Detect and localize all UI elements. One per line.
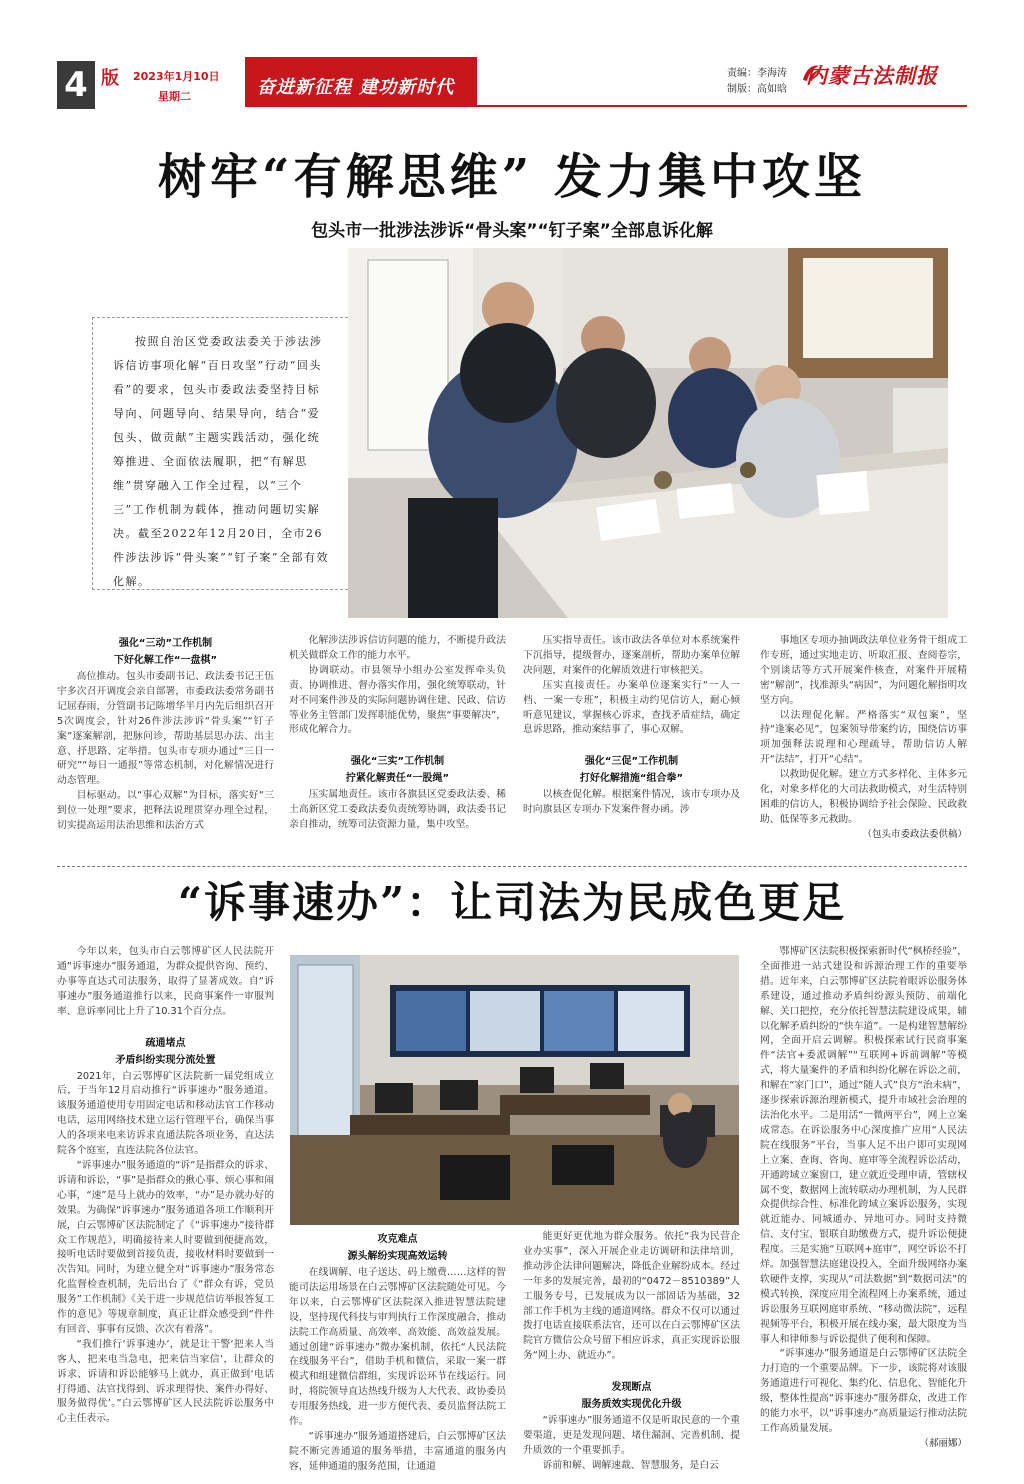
article1-column-2 (289, 634, 506, 856)
section-heading: 源头解纷实现高效运转 (347, 1251, 448, 1262)
paragraph: 2021年，白云鄂博矿区法院新一届党组成立后，于当年12月启动推行“诉事速办”服务通道。该服务通道使用专用固定电话和移动法官工作移动电话，运用网络技术建立运行管理平台，确保当事人的各项来电来访诉求直通法院各项业务，直达法院各个庭室，直连法院各位法官。 (57, 1070, 274, 1157)
meeting-photo (348, 248, 948, 618)
paragraph: 化解涉法涉诉信访问题的能力，不断提升政法机关做群众工作的能力水平。 (289, 635, 506, 661)
paragraph: 压实属地责任。该市各旗县区党委政法委、稀土高新区党工委政法委负责统筹协调，政法委书记亲自推动，统筹司法资源力量，集中攻坚。 (289, 789, 506, 831)
section-heading: 打好化解措施“组合拳” (579, 773, 684, 785)
paragraph: 以法理促化解。严格落实“双包案”，坚持“逢案必见”，包案领导带案约访，围绕信访事项加强释法说理和心理疏导，帮助信访人解开“法结”，打开“心结”。 (760, 709, 967, 766)
paragraph: 诉前和解、调解速裁、智慧服务，是白云 (542, 1459, 719, 1471)
paragraph: 高位推动。包头市委副书记、政法委书记王伍宇多次召开调度会亲自部署，市委政法委常务副书记屈春雨，分管副书记陈增华半月内先后组织召开5次调度会，针对26件涉法涉诉“骨头案”“钉子案”逐案解剖，把脉问诊，帮助基层思办法、出主意、抒思路、定举措。包头市专项办通过“三日一研究”“每日一通报”等常态机制，对化解情况进行动态管理。 (57, 671, 274, 787)
article1-credit: （包头市委政法委供稿） (862, 828, 967, 840)
article2-column-2 (289, 1230, 506, 1473)
article2-column-4 (760, 945, 967, 1473)
section-slogan: 奋进新征程 建功新时代 (245, 57, 477, 107)
article2-column-3 (523, 1230, 740, 1473)
editor-credit: 责编：李海涛 (727, 68, 787, 79)
article2-headline: “诉事速办”：让司法为民成色更足 (177, 878, 847, 927)
section-heading: 强化“三实”工作机制 (350, 756, 445, 768)
section-heading: 服务质效实现优化升级 (581, 1399, 682, 1411)
article1-column-4 (760, 634, 967, 856)
issue-date: 2023年1月10日 (133, 70, 220, 83)
header-rule (477, 105, 967, 107)
article1-headline: 树牢“有解思维” 发力集中攻坚 (158, 149, 866, 205)
paragraph: 压实直接责任。办案单位逐案实行“一人一档、一案一专班”，积极主动约见信访人，耐心倾听意见建议，掌握核心诉求，查找矛盾症结，确定息诉思路，推动案结事了，事心双解。 (523, 679, 740, 736)
article1-column-1 (57, 634, 274, 856)
paragraph: 以救助促化解。建立方式多样化、主体多元化，对象多样化的大司法救助模式，对生活特别困难的信访人，积极协调给予社会保险、民政救助、低保等多元救助。 (760, 769, 967, 825)
page-label: 版 (101, 68, 119, 89)
section-heading: 拧紧化解责任“一股绳” (345, 773, 450, 785)
service-center-photo (290, 955, 739, 1225)
paragraph: 压实指导责任。该市政法各单位对本系统案件下沉指导，提级督办，逐案剖析，帮助办案单位解决问题，对案件的化解质效进行审核把关。 (523, 635, 740, 676)
article2-column-1 (57, 945, 274, 1473)
paragraph: 目标驱动。以“事心双解”为目标，落实好“三到位一处理”要求，把释法说理贯穿办理全过程，切实提高运用法治思维和法治方式 (57, 790, 274, 832)
masthead: 内蒙古法制报 (806, 63, 938, 88)
article2-credit: （郝丽娜） (919, 1437, 967, 1449)
section-heading: 强化“三促”工作机制 (584, 756, 679, 768)
article-divider (57, 866, 967, 867)
paragraph: 鄂博矿区法院积极探索新时代“枫桥经验”，全面推进一站式建设和诉源治理工作的重要举措。近年来，白云鄂博矿区法院着眼诉讼服务体系建设，通过推动矛盾纠纷源头预防、前端化解、关口把控，充分依托智慧法院建设成果，辅以化解矛盾纠纷的“快车道”。一是构建智慧解纷网，全面开启云调解。积极探索试行民商事案件“法官+委派调解”“互联网+诉前调解”等模式，将大量案件的矛盾和纠纷化解在诉讼之前，和解在“家门口”，通过“随人式”良方“治未病”，逐步探索诉源治理新模式，提升市域社会治理的法治化水平。二是用活“一微两平台”，网上立案成常态。在诉讼服务中心深度推广应用“人民法院在线服务”平台，当事人足不出户即可实现网上立案、查询、咨询、庭审等全流程诉讼活动，开通跨域立案窗口，建立就近受理申请，管辖权属不变，数据网上流转联动办理机制，为人民群众提供综合性、标准化跨域立案诉讼服务，实现就近能办、同城通办、异地可办。同时支持微信、支付宝、银联自助缴费方式，提升诉讼便捷程度。三是实施“互联网+庭审”，网空诉讼不打烊。加强智慧法庭建设投入，全面升级网络办案软硬件支撑，实现从“司法数据”到“数据司法”的模式转换，深度应用全流程网上办案系统，通过诉讼服务互联网庭审系统、“移动微法院”，远程视频等平台，积极开展在线办案，最大限度为当事人和律师参与诉讼提供了便利和保障。 (760, 946, 967, 1345)
paragraph: 事地区专项办抽调政法单位业务骨干组成工作专班，通过实地走访、听取汇报、查阅卷宗，个别谈话等方式开展案件核查，对案件开展精密“解剖”，找准源头“病因”，为问题化解指明攻坚方向。 (760, 635, 967, 706)
section-heading: 强化“三动”工作机制 (118, 638, 213, 649)
layout-credit: 制版：高如晗 (727, 84, 787, 95)
article1-intro: 按照自治区党委政法委关于涉法涉诉信访事项化解“百日攻坚”行动“回头看”的要求，包头市委政法委坚持目标导向、问题导向、结果导向，结合“爱包头、做贡献”主题实践活动，强化统筹推进、全面依法履职，把“有解思维”贯穿融入工作全过程，以“三个三”工作机制为载体，推动问题切实解决。截至2022年12月20日，全市26件涉法涉诉“骨头案”“钉子案”全部有效化解。 (113, 335, 329, 588)
paragraph: 协调联动。市县领导小组办公室发挥牵头负责、协调推进、督办落实作用，强化统筹联动，针对不同案件涉及的实际问题协调住建、民政、信访等业务主管部门发挥职能优势，聚焦“事要解决”，形成化解合力。 (289, 664, 506, 736)
paragraph: 以核查促化解。根据案件情况，该市专项办及时向旗县区专项办下发案件督办函。涉 (523, 789, 740, 816)
section-heading: 发现断点 (611, 1382, 652, 1394)
paragraph: “诉事速办”服务通道不仅是听取民意的一个重要渠道，更是发现问题、堵住漏洞、完善机制、提升质效的一个重要抓手。 (523, 1415, 740, 1456)
page-header (0, 0, 1024, 115)
issue-weekday: 星期二 (158, 90, 191, 103)
article1-subheadline: 包头市一批涉法涉诉“骨头案”“钉子案”全部息诉化解 (311, 221, 713, 241)
paragraph: “我们推行‘诉事速办’，就是让干警‘把来人当客人，把来电当急电，把来信当家信’，让群众的诉求、诉请和诉讼能够马上就办，真正做到‘电话打得通、法官找得到、诉求理得快、案件办得好、服务做得优’。”白云鄂博矿区人民法院诉讼服务中心主任表示。 (57, 1338, 274, 1425)
paragraph: “诉事速办”服务通道是白云鄂博矿区法院全力打造的一个重要品牌。下一步，该院将对该服务通道进行可视化、集约化、信息化、智能化升级，整体性提高“诉事速办”服务群众，改进工作的能力水平，以“诉事速办”高质量运行推动法院工作高质量发展。 (760, 1348, 967, 1434)
paragraph: 今年以来，包头市白云鄂博矿区人民法院开通“诉事速办”服务通道，为群众提供咨询、预约、办事等直达式司法服务，取得了显著成效。自“诉事速办”服务通道推行以来，民商事案件一审服判率、息诉率同比上升了10.31个百分点。 (57, 946, 274, 1017)
paragraph: 在线调解、电子送达、码上缴费……这样的智能司法运用场景在白云鄂博矿区法院随处可见。今年以来，白云鄂博矿区法院深入推进智慧法院建设，坚持现代科技与审判执行工作深度融合，推动法院工作高质量、高效率、高效能、高效益发展。通过创建“诉事速办”微办案机制，依托“人民法院在线服务平台”，借助手机和微信，采取一案一群模式和组建微信群组，实现诉讼环节在线运行。同时，将院领导直达热线升级为人大代表、政协委员专用服务热线，进一步方便代表、委员监督法院工作。 (289, 1267, 506, 1428)
section-heading: 疏通堵点 (145, 1037, 186, 1049)
article1-intro-box (92, 317, 348, 590)
paragraph: “诉事速办”服务通道搭建后，白云鄂博矿区法院不断完善通道的服务举措，丰富通道的服务内容，延伸通道的服务范围，让通道 (289, 1430, 506, 1472)
page-number: 4 (57, 61, 95, 109)
section-heading: 矛盾纠纷实现分流处置 (115, 1054, 216, 1066)
article1-column-3 (523, 634, 740, 856)
paragraph: 能更好更优地为群众服务。依托“我为民营企业办实事”，深入开展企业走访调研和法律培训，推动涉企法律问题解决，降低企业解纷成本。经过一年多的发展完善，最初的“0472－8510389”人工服务专号，已发展成为以一部固话为基础，32部工作手机为主线的通道网络。群众不仅可以通过拨打电话直接联系法官，还可以在白云鄂博矿区法院官方微信公众号留下相应诉求，真正实现诉讼服务“网上办、就近办”。 (523, 1231, 740, 1362)
section-heading: 下好化解工作“一盘棋” (113, 655, 218, 666)
section-heading: 攻克难点 (377, 1234, 418, 1245)
paragraph: “诉事速办”服务通道的“诉”是指群众的诉求、诉请和诉讼，“事”是指群众的揪心事、烦心事和闹心事，“速”是马上就办的效率，“办”是办就办好的效果。为确保“诉事速办”服务通道各项工作顺利开展，白云鄂博矿区法院制定了《“诉事速办”接待群众工作规范》，明确接待来人时要做到便捷高效，接听电话时要做到首接负责，接收材料时要做到一次告知。同时，为建立健全对“诉事速办”服务常态化监督检查机制，先后出台了《“群众有诉，党员服务”工作机制》《关于进一步规范信访举报答复工作的意见》等规章制度，真正让群众感受到“件件有回音、事事有反馈、次次有着落”。 (57, 1159, 274, 1335)
